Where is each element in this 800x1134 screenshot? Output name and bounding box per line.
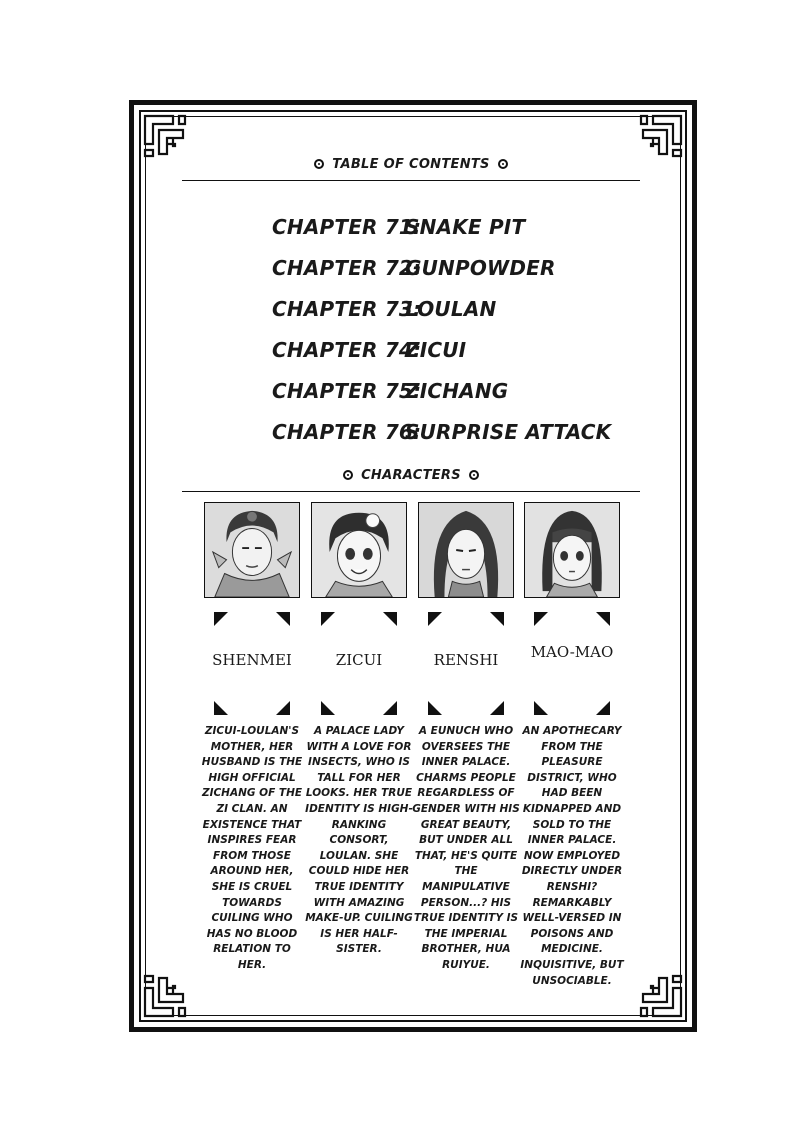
toc-list (272, 206, 652, 452)
character-name: MAO-MAO (530, 643, 614, 661)
bracket-marks (428, 612, 504, 628)
toc-entry (272, 329, 652, 370)
toc-heading-text: TABLE OF CONTENTS (332, 157, 490, 172)
toc-heading (182, 157, 640, 172)
bullet-icon (343, 470, 353, 480)
character-description: A PALACE LADY WITH A LOVE FOR INSECTS, WHO IS TALL FOR HER LOOKS. HER TRUE IDENTITY IS HIGH-RANKING CONSORT, LOULAN. SHE COULD HIDE HER TRUE IDENTITY WITH AMAZING MAKE-UP. CUILING IS HER HALF-SISTER. (305, 725, 413, 956)
characters-heading-text: CHARACTERS (361, 468, 461, 483)
chapter-number: CHAPTER 72: (272, 255, 422, 280)
corner-ornament-top-right (635, 110, 687, 162)
bullet-icon (314, 159, 324, 169)
bracket-marks (214, 701, 290, 717)
character-portrait (311, 502, 407, 598)
toc-entry (272, 370, 652, 411)
characters-heading (182, 468, 640, 483)
character-description: AN APOTHECARY FROM THE PLEASURE DISTRICT, WHO HAD BEEN KIDNAPPED AND SOLD TO THE INNER PALACE. NOW EMPLOYED DIRECTLY UNDER RENSHI? REMARKABLY WELL-VERSED IN POISONS AND MEDICINE. INQUISITIVE, BUT UNSOCIABLE. (520, 725, 624, 987)
toc-entry (272, 247, 652, 288)
character-portrait (524, 502, 620, 598)
toc-entry (272, 411, 652, 452)
bracket-marks (534, 612, 610, 628)
character-name: ZICUI (335, 651, 383, 669)
bullet-icon (469, 470, 479, 480)
toc-entry (272, 288, 652, 329)
chapter-number: CHAPTER 71: (272, 214, 422, 239)
toc-entry (272, 206, 652, 247)
bracket-marks (321, 612, 397, 628)
character-name: SHENMEI (212, 651, 292, 669)
character-portrait (418, 502, 514, 598)
bracket-marks (534, 701, 610, 717)
characters-divider (182, 491, 640, 492)
character-name: RENSHI (433, 651, 499, 669)
chapter-number: CHAPTER 75: (272, 378, 422, 403)
bracket-marks (321, 701, 397, 717)
chapter-title: SURPRISE ATTACK (405, 419, 612, 444)
chapter-number: CHAPTER 73: (272, 296, 422, 321)
bracket-marks (214, 612, 290, 628)
toc-divider (182, 180, 640, 181)
corner-ornament-bottom-left (139, 970, 191, 1022)
bullet-icon (498, 159, 508, 169)
character-description: ZICUI-LOULAN'S MOTHER, HER HUSBAND IS THE HIGH OFFICIAL ZICHANG OF THE ZI CLAN. AN EXISTENCE THAT INSPIRES FEAR FROM THOSE AROUND HER, SHE IS CRUEL TOWARDS CUILING WHO HAS NO BLOOD RELATION TO HER. (201, 725, 303, 971)
character-description: A EUNUCH WHO OVERSEES THE INNER PALACE. CHARMS PEOPLE REGARDLESS OF GENDER WITH HIS GREAT BEAUTY, BUT UNDER ALL THAT, HE'S QUITE THE MANIPULATIVE PERSON...? HIS TRUE IDENTITY IS THE IMPERIAL BROTHER, HUA RUIYUE. (412, 725, 520, 971)
bracket-marks (428, 701, 504, 717)
chapter-number: CHAPTER 76: (272, 419, 422, 444)
chapter-title: ZICUI (405, 337, 467, 362)
corner-ornament-bottom-right (635, 970, 687, 1022)
chapter-number: CHAPTER 74: (272, 337, 422, 362)
chapter-title: SNAKE PIT (405, 214, 526, 239)
character-portrait (204, 502, 300, 598)
chapter-title: LOULAN (405, 296, 497, 321)
chapter-title: GUNPOWDER (405, 255, 556, 280)
corner-ornament-top-left (139, 110, 191, 162)
chapter-title: ZICHANG (405, 378, 509, 403)
